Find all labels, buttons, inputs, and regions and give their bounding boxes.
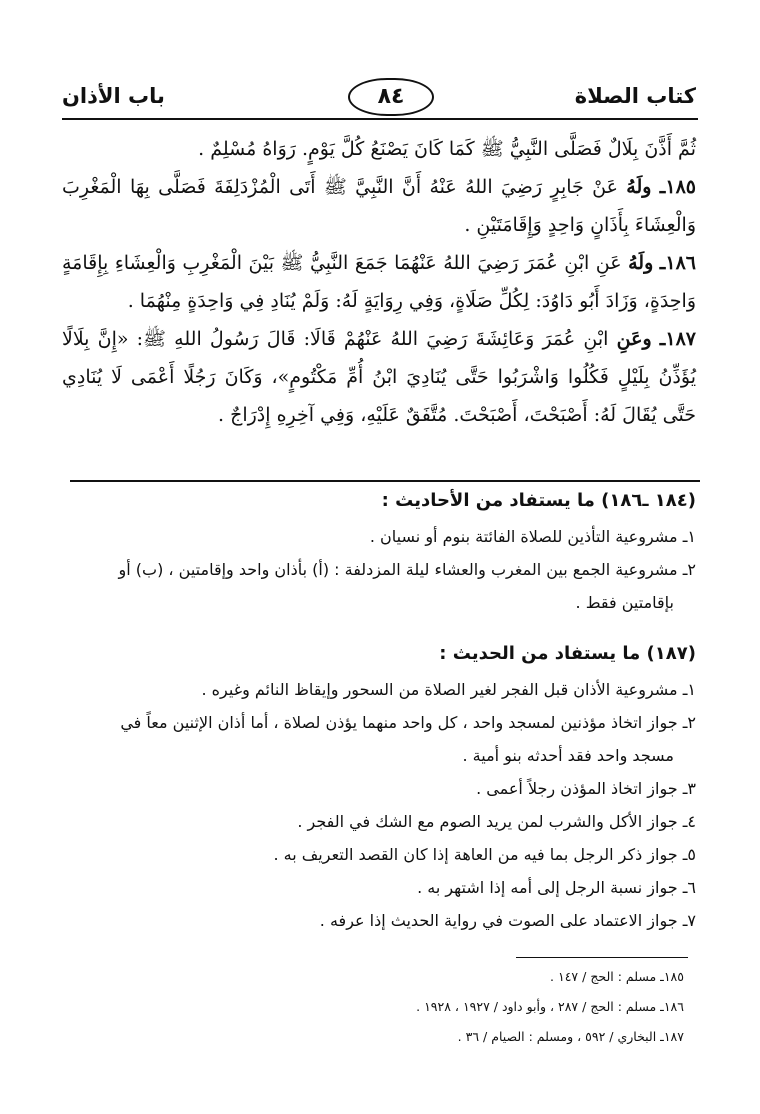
benefit-continuation: بإقامتين فقط .	[575, 593, 674, 612]
benefit-text: ٢ـ جواز اتخاذ مؤذنين لمسجد واحد ، كل واحد منهما يؤذن لصلاة ، أما أذان الإثنين معاً في	[120, 713, 696, 732]
footnote: ١٨٥ـ مسلم : الحج / ١٤٧ .	[550, 969, 684, 984]
hadith-187	[62, 320, 696, 434]
benefit-text: ١ـ مشروعية الأذان قبل الفجر لغير الصلاة من السحور وإيقاظ النائم وغيره .	[201, 680, 696, 699]
hadith-section	[62, 130, 696, 434]
benefits-section	[62, 486, 696, 937]
hadith-number: ١٨٥ـ	[659, 176, 696, 198]
benefit-text: ٧ـ جواز الاعتماد على الصوت في رواية الحديث إذا عرفه .	[319, 911, 696, 930]
benefit-item	[62, 553, 696, 619]
benefit-item	[62, 673, 696, 706]
footnote: ١٨٧ـ البخاري / ٥٩٢ ، ومسلم : الصيام / ٣٦ .	[457, 1029, 684, 1044]
benefit-item	[62, 838, 696, 871]
header-divider	[62, 118, 698, 120]
benefit-item	[62, 706, 696, 772]
benefit-item	[62, 520, 696, 553]
hadith-intro: ولَهُ	[626, 176, 652, 198]
hadith-intro: وعَنِ	[616, 328, 652, 350]
benefits-title: (١٨٧) ما يستفاد من الحديث :	[439, 643, 696, 664]
hadith-text: ابْنِ عُمَرَ وَعَائِشَةَ رَضِيَ اللهُ عَنْهُمْ قَالَا: قَالَ رَسُولُ اللهِ ﷺ: «إِنَّ بِلَالًا يُؤَذِّنُ بِلَيْلٍ فَكُلُوا وَاشْرَبُوا حَتَّى يُنَادِيَ ابْنُ أُمِّ مَكْتُومٍ»، وَكَانَ رَجُلًا أَعْمَى لَا يُنَادِي حَتَّى يُقَالَ لَهُ: أَصْبَحْتَ، أَصْبَحْتَ. مُتَّفَقٌ عَلَيْهِ، وَفِي آخِرِهِ إِدْرَاجٌ .	[62, 328, 696, 426]
benefit-text: ٣ـ جواز اتخاذ المؤذن رجلاً أعمى .	[476, 779, 696, 798]
book-title: كتاب الصلاة	[574, 84, 696, 108]
hadith-text: عَنْ جَابِرٍ رَضِيَ اللهُ عَنْهُ أَنَّ النَّبِيَّ ﷺ أَتَى الْمُزْدَلِفَةَ فَصَلَّى بِهَا الْمَغْرِبَ وَالْعِشَاءَ بِأَذَانٍ وَاحِدٍ وَإِقَامَتَيْنِ .	[62, 176, 696, 236]
chapter-title: باب الأذان	[62, 84, 165, 108]
benefit-item	[62, 805, 696, 838]
benefit-item	[62, 772, 696, 805]
hadith-intro: ولَهُ	[628, 252, 654, 274]
benefit-item	[62, 871, 696, 904]
footnotes	[62, 962, 684, 1052]
benefits-title: (١٨٤ ـ١٨٦) ما يستفاد من الأحاديث :	[381, 490, 696, 511]
hadith-number: ١٨٦ـ	[659, 252, 696, 274]
footnote: ١٨٦ـ مسلم : الحج / ٢٨٧ ، وأبو داود / ١٩٢٧ ، ١٩٢٨ .	[416, 999, 684, 1014]
hadith-number: ١٨٧ـ	[659, 328, 696, 350]
benefit-text: ٤ـ جواز الأكل والشرب لمن يريد الصوم مع الشك في الفجر .	[297, 812, 696, 831]
hadith-continuation	[62, 130, 696, 168]
benefit-text: ٢ـ مشروعية الجمع بين المغرب والعشاء ليلة المزدلفة : (أ) بأذان واحد وإقامتين ، (ب) أو	[118, 560, 696, 579]
benefit-text: ١ـ مشروعية التأذين للصلاة الفائتة بنوم أو نسيان .	[369, 527, 696, 546]
benefit-continuation: مسجد واحد فقد أحدثه بنو أمية .	[462, 746, 674, 765]
benefit-text: ٥ـ جواز ذكر الرجل بما فيه من العاهة إذا كان القصد التعريف به .	[273, 845, 696, 864]
benefit-item	[62, 904, 696, 937]
page-header	[62, 78, 696, 118]
footnote-divider	[516, 957, 688, 958]
hadith-186	[62, 244, 696, 320]
hadith-185	[62, 168, 696, 244]
benefit-text: ٦ـ جواز نسبة الرجل إلى أمه إذا اشتهر به .	[417, 878, 696, 897]
page-number: ٨٤	[348, 78, 434, 116]
hadith-text: عَنِ ابْنِ عُمَرَ رَضِيَ اللهُ عَنْهُمَا جَمَعَ النَّبِيُّ ﷺ بَيْنَ الْمَغْرِبِ وَالْعِشَاءِ بِإِقَامَةٍ وَاحِدَةٍ، وَزَادَ أَبُو دَاوُدَ: لِكُلِّ صَلَاةٍ، وَفِي رِوَايَةٍ لَهُ: وَلَمْ يُنَادِ فِي وَاحِدَةٍ مِنْهُمَا .	[62, 252, 696, 312]
section-divider	[70, 480, 700, 482]
hadith-text: ثُمَّ أَذَّنَ بِلَالٌ فَصَلَّى النَّبِيُّ ﷺ كَمَا كَانَ يَصْنَعُ كُلَّ يَوْمٍ. رَوَاهُ مُسْلِمٌ .	[198, 138, 696, 160]
